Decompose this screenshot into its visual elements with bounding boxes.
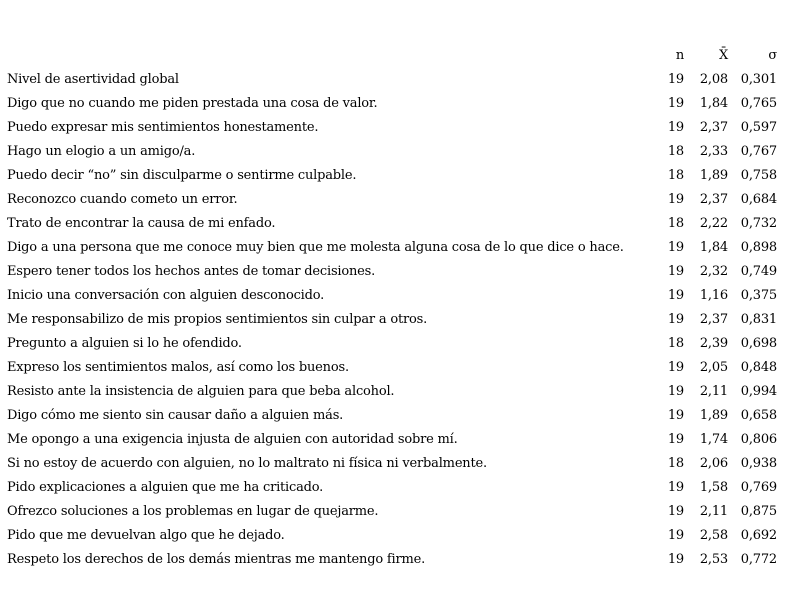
- sd-value: 0,875: [740, 504, 777, 519]
- assertiveness-stats-table: [4, 44, 777, 572]
- item-label: Digo a una persona que me conoce muy bien que me molesta alguna cosa de lo que dice o hace.: [7, 240, 624, 255]
- item-label: Inicio una conversación con alguien desconocido.: [7, 288, 325, 303]
- n-value: 18: [667, 144, 684, 159]
- mean-value: 1,89: [699, 408, 728, 423]
- item-label: Respeto los derechos de los demás mientras me mantengo firme.: [7, 552, 426, 567]
- sd-value: 0,772: [740, 552, 777, 567]
- sd-value: 0,848: [740, 360, 777, 375]
- mean-value: 2,22: [699, 216, 728, 231]
- sd-value: 0,597: [740, 120, 777, 135]
- item-label: Hago un elogio a un amigo/a.: [7, 144, 196, 159]
- item-label: Ofrezco soluciones a los problemas en lugar de quejarme.: [7, 504, 379, 519]
- sd-value: 0,767: [740, 144, 777, 159]
- table-row: [4, 188, 777, 212]
- mean-value: 2,37: [699, 120, 728, 135]
- table-row: [4, 524, 777, 548]
- n-value: 19: [667, 264, 684, 279]
- header-item: [4, 44, 656, 68]
- table-row: [4, 476, 777, 500]
- item-label: Me opongo a una exigencia injusta de alguien con autoridad sobre mí.: [7, 432, 458, 447]
- n-value: 19: [667, 432, 684, 447]
- sd-value: 0,831: [740, 312, 777, 327]
- item-label: Digo que no cuando me piden prestada una cosa de valor.: [7, 96, 378, 111]
- n-value: 19: [667, 360, 684, 375]
- table-row: [4, 452, 777, 476]
- sd-value: 0,301: [740, 72, 777, 87]
- sd-value: 0,732: [740, 216, 777, 231]
- sd-value: 0,938: [740, 456, 777, 471]
- n-value: 19: [667, 192, 684, 207]
- mean-value: 1,84: [699, 240, 728, 255]
- sd-value: 0,749: [740, 264, 777, 279]
- item-label: Me responsabilizo de mis propios sentimientos sin culpar a otros.: [7, 312, 428, 327]
- n-value: 19: [667, 312, 684, 327]
- mean-value: 2,08: [699, 72, 728, 87]
- mean-value: 1,74: [699, 432, 728, 447]
- n-value: 19: [667, 552, 684, 567]
- sd-value: 0,898: [740, 240, 777, 255]
- mean-value: 1,84: [699, 96, 728, 111]
- table-row: [4, 332, 777, 356]
- table-row: [4, 140, 777, 164]
- table-row: [4, 164, 777, 188]
- n-value: 18: [667, 168, 684, 183]
- mean-value: 1,16: [699, 288, 728, 303]
- header-mean: X̄: [718, 48, 728, 63]
- n-value: 19: [667, 408, 684, 423]
- table-row: [4, 548, 777, 572]
- sd-value: 0,994: [740, 384, 777, 399]
- sd-value: 0,684: [740, 192, 777, 207]
- mean-value: 2,37: [699, 312, 728, 327]
- table-row: [4, 500, 777, 524]
- item-label: Trato de encontrar la causa de mi enfado.: [7, 216, 276, 231]
- table-row: [4, 284, 777, 308]
- mean-value: 2,53: [699, 552, 728, 567]
- n-value: 19: [667, 384, 684, 399]
- header-n: n: [675, 48, 684, 63]
- table-row: [4, 356, 777, 380]
- table-body: [4, 68, 777, 572]
- table-row: [4, 308, 777, 332]
- table-row: [4, 92, 777, 116]
- sd-value: 0,806: [740, 432, 777, 447]
- item-label: Reconozco cuando cometo un error.: [7, 192, 238, 207]
- table-row: [4, 404, 777, 428]
- mean-value: 2,37: [699, 192, 728, 207]
- mean-value: 1,89: [699, 168, 728, 183]
- n-value: 18: [667, 456, 684, 471]
- item-label: Pido que me devuelvan algo que he dejado.: [7, 528, 285, 543]
- n-value: 19: [667, 528, 684, 543]
- item-label: Pido explicaciones a alguien que me ha criticado.: [7, 480, 324, 495]
- mean-value: 2,58: [699, 528, 728, 543]
- table-row: [4, 428, 777, 452]
- table-row: [4, 68, 777, 92]
- sd-value: 0,758: [740, 168, 777, 183]
- item-label: Expreso los sentimientos malos, así como los buenos.: [7, 360, 349, 375]
- item-label: Resisto ante la insistencia de alguien para que beba alcohol.: [7, 384, 395, 399]
- mean-value: 2,33: [699, 144, 728, 159]
- item-label: Espero tener todos los hechos antes de tomar decisiones.: [7, 264, 376, 279]
- sd-value: 0,698: [740, 336, 777, 351]
- item-label: Puedo expresar mis sentimientos honestamente.: [7, 120, 319, 135]
- n-value: 18: [667, 336, 684, 351]
- item-label: Pregunto a alguien si lo he ofendido.: [7, 336, 242, 351]
- table-row: [4, 380, 777, 404]
- item-label: Si no estoy de acuerdo con alguien, no lo maltrato ni física ni verbalmente.: [7, 456, 487, 471]
- header-row: [4, 44, 777, 68]
- header-sd: σ: [768, 48, 777, 63]
- n-value: 19: [667, 96, 684, 111]
- mean-value: 2,06: [699, 456, 728, 471]
- n-value: 19: [667, 504, 684, 519]
- mean-value: 2,32: [699, 264, 728, 279]
- sd-value: 0,765: [740, 96, 777, 111]
- table-row: [4, 260, 777, 284]
- item-label: Puedo decir “no” sin disculparme o sentirme culpable.: [7, 168, 357, 183]
- sd-value: 0,769: [740, 480, 777, 495]
- mean-value: 2,11: [699, 384, 728, 399]
- mean-value: 2,05: [699, 360, 728, 375]
- n-value: 19: [667, 120, 684, 135]
- n-value: 19: [667, 288, 684, 303]
- table-row: [4, 236, 777, 260]
- n-value: 19: [667, 480, 684, 495]
- sd-value: 0,375: [740, 288, 777, 303]
- mean-value: 2,39: [699, 336, 728, 351]
- mean-value: 1,58: [699, 480, 728, 495]
- mean-value: 2,11: [699, 504, 728, 519]
- sd-value: 0,658: [740, 408, 777, 423]
- n-value: 19: [667, 240, 684, 255]
- n-value: 18: [667, 216, 684, 231]
- sd-value: 0,692: [740, 528, 777, 543]
- table-row: [4, 212, 777, 236]
- n-value: 19: [667, 72, 684, 87]
- item-label: Nivel de asertividad global: [7, 72, 179, 87]
- item-label: Digo cómo me siento sin causar daño a alguien más.: [7, 408, 344, 423]
- table-row: [4, 116, 777, 140]
